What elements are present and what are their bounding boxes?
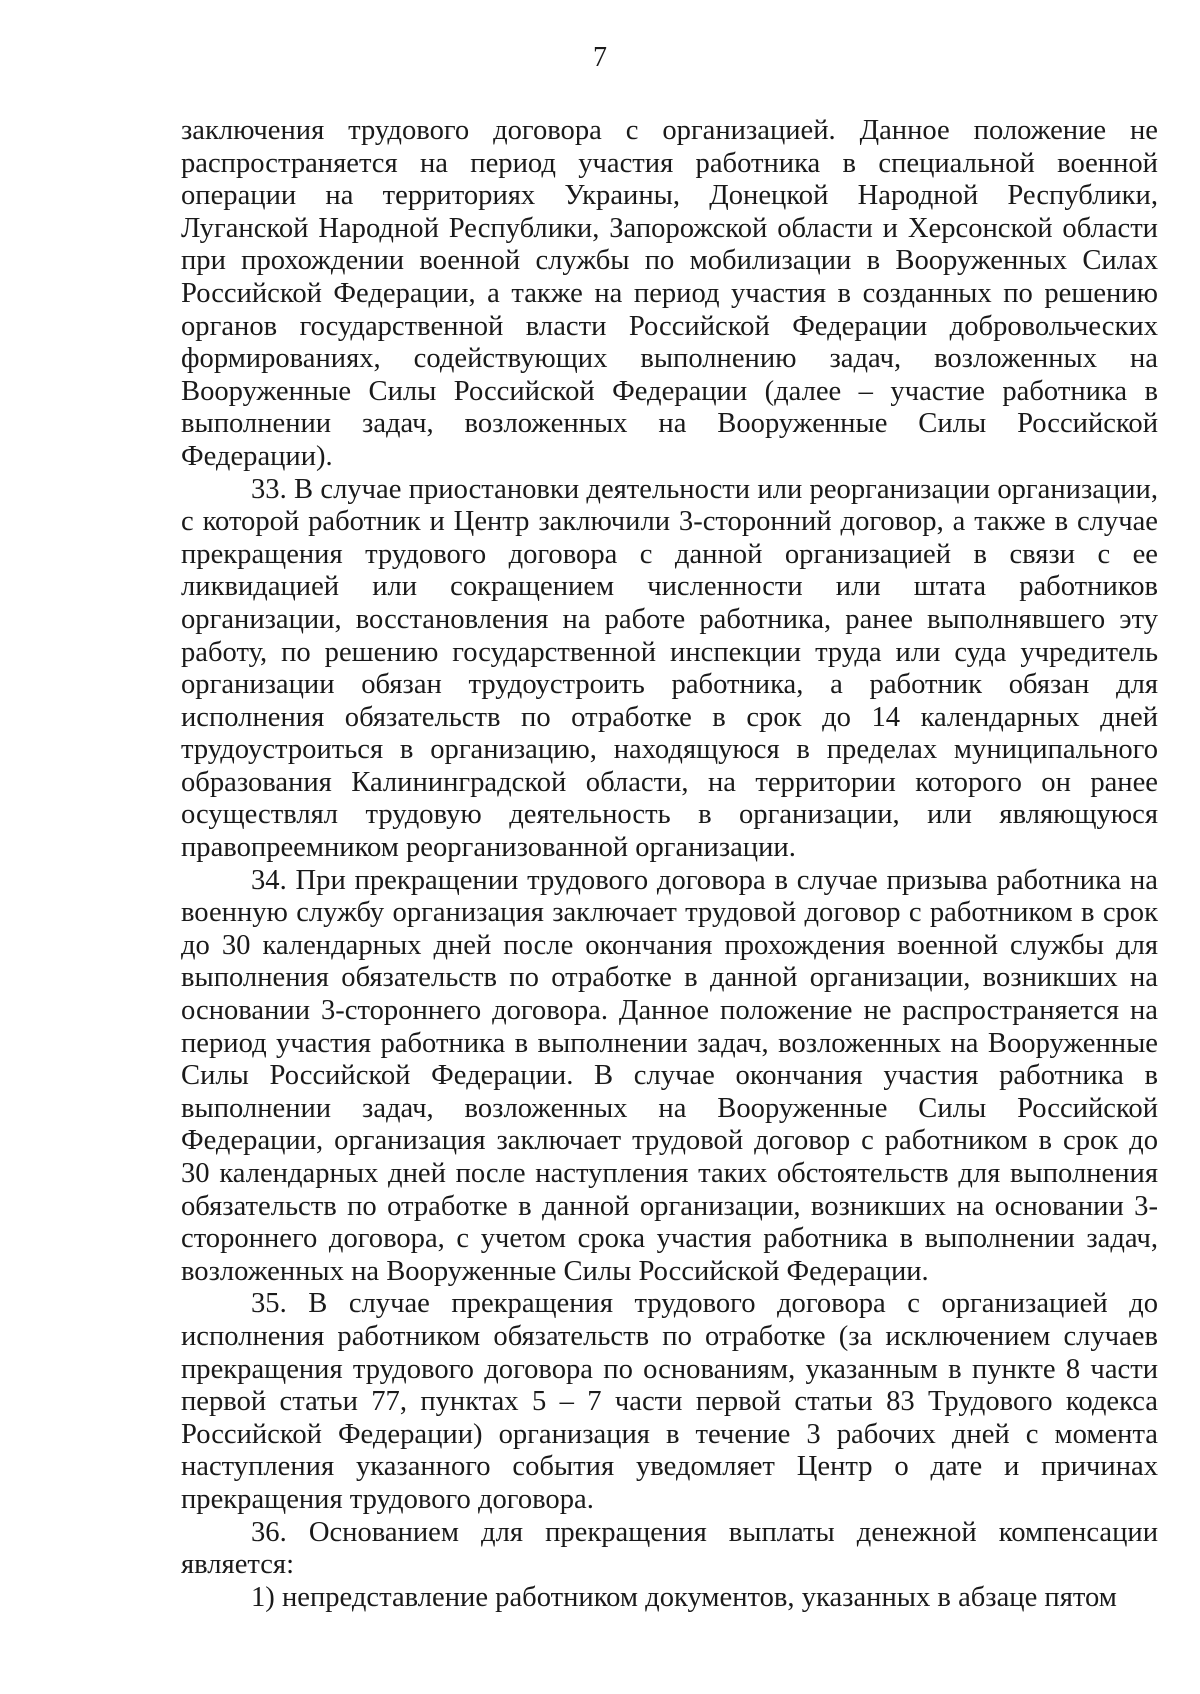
paragraph-continuation: заключения трудового договора с организацией. Данное положение не распространяется на период участия работника в специальной военной операции на территориях Украины, Донецкой Народной Республики, Луганской Народной Республики, Запорожской области и Херсонской области при прохождении военной службы по мобилизации в Вооруженных Силах Российской Федерации, а также на период участия в созданных по решению органов государственной власти Российской Федерации добровольческих формированиях, содействующих выполнению задач, возложенных на Вооруженные Силы Российской Федерации (далее – участие работника в выполнении задач, возложенных на Вооруженные Силы Российской Федерации). (181, 115, 1158, 472)
paragraph-36: 36. Основанием для прекращения выплаты денежной компенсации является: (181, 1516, 1158, 1581)
paragraph-35: 35. В случае прекращения трудового договора с организацией до исполнения работником обязательств по отработке (за исключением случаев прекращения трудового договора по основаниям, указанным в пункте 8 части первой статьи 77, пунктах 5 – 7 части первой статьи 83 Трудового кодекса Российской Федерации) организация в течение 3 рабочих дней с момента наступления указанного события уведомляет Центр о дате и причинах прекращения трудового договора. (181, 1288, 1158, 1515)
paragraph-33: 33. В случае приостановки деятельности или реорганизации организации, с которой работник и Центр заключили 3-сторонний договор, а также в случае прекращения трудового договора с данной организацией в связи с ее ликвидацией или сокращением численности или штата работников организации, восстановления на работе работника, ранее выполнявшего эту работу, по решению государственной инспекции труда или суда учредитель организации обязан трудоустроить работника, а работник обязан для исполнения обязательств по отработке в срок до 14 календарных дней трудоустроиться в организацию, находящуюся в пределах муниципального образования Калининградской области, на территории которого он ранее осуществлял трудовую деятельность в организации, или являющуюся правопреемником реорганизованной организации. (181, 473, 1158, 864)
paragraph-34: 34. При прекращении трудового договора в случае призыва работника на военную службу организация заключает трудовой договор с работником в срок до 30 календарных дней после окончания прохождения военной службы для выполнения обязательств по отработке в данной организации, возникших на основании 3-стороннего договора. Данное положение не распространяется на период участия работника в выполнении задач, возложенных на Вооруженные Силы Российской Федерации. В случае окончания участия работника в выполнении задач, возложенных на Вооруженные Силы Российской Федерации, организация заключает трудовой договор с работником в срок до 30 календарных дней после наступления таких обстоятельств для выполнения обязательств по отработке в данной организации, возникших на основании 3-стороннего договора, с учетом срока участия работника в выполнении задач, возложенных на Вооруженные Силы Российской Федерации. (181, 864, 1158, 1287)
document-body (181, 115, 1158, 1614)
list-item-1: 1) непредставление работником документов, указанных в абзаце пятом (251, 1581, 1117, 1613)
page-number: 7 (593, 42, 607, 73)
